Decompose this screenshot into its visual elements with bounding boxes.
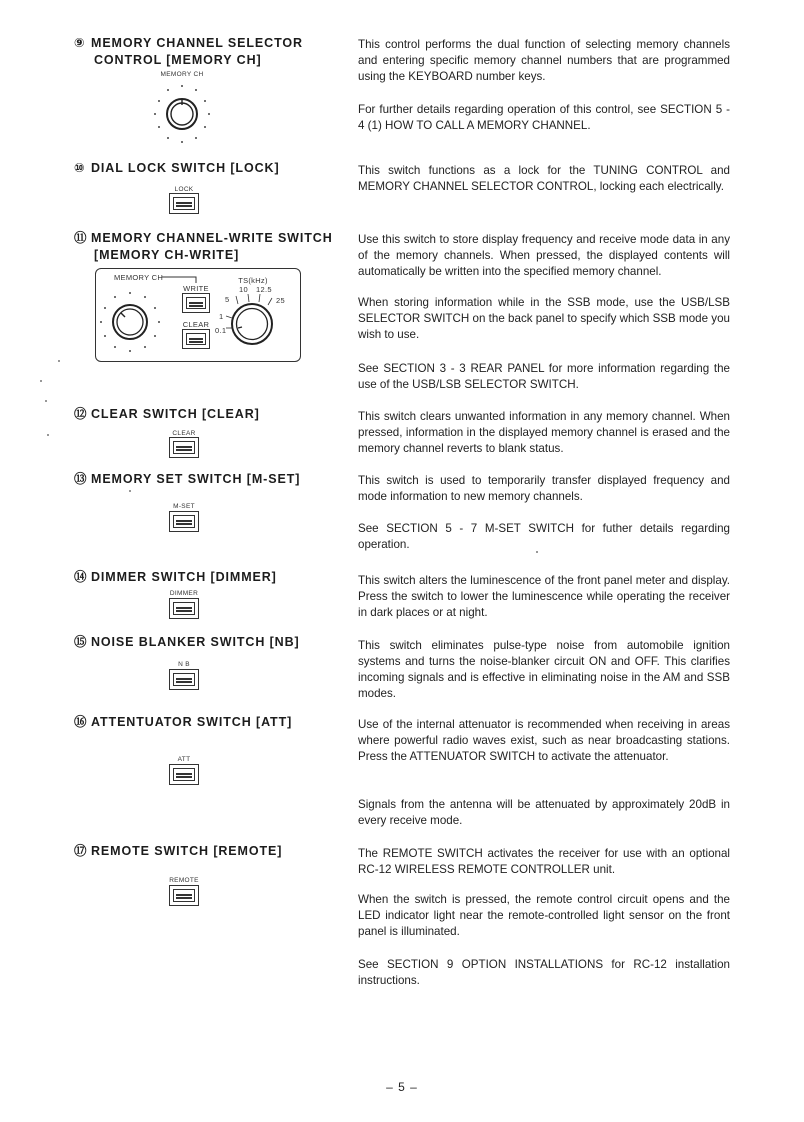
lock-switch-icon xyxy=(169,193,199,214)
attenuator-desc-1: Use of the internal attenuator is recommended when receiving in areas where powerful radio waves exist, such as near broadcasting stations. Press the ATTENUATOR SWITCH to activate the attenuator. xyxy=(358,718,730,763)
panel-ts-10: 10 xyxy=(239,285,248,294)
remote-switch-icon xyxy=(169,885,199,906)
memory-ch-write-desc-2: When storing information while in the SSB mode, use the USB/LSB SELECTOR SWITCH on the back panel to specify which SSB mode you wish to use. xyxy=(358,296,730,341)
speck xyxy=(58,360,60,362)
noise-blanker-desc: This switch eliminates pulse-type noise from automobile ignition systems and turns the noise-blanker circuit ON and OFF. This clarifies incoming signals and is effective in eliminating noise in the AM and SSB modes. xyxy=(358,639,730,700)
speck xyxy=(536,551,538,553)
heading-dimmer: ⑭ DIMMER SWITCH [DIMMER] xyxy=(74,570,277,584)
speck xyxy=(129,490,131,492)
memory-ch-write-desc-3: See SECTION 3 - 3 REAR PANEL for more information regarding the use of the USB/LSB SELECTOR SWITCH. xyxy=(358,362,730,391)
heading-memory-ch-selector: ⑨ MEMORY CHANNEL SELECTOR CONTROL [MEMORY CH] xyxy=(74,36,303,67)
mset-switch-icon xyxy=(169,511,199,532)
memory-ch-label: MEMORY CH xyxy=(160,71,204,78)
heading-dial-lock: ⑩ DIAL LOCK SWITCH [LOCK] xyxy=(74,161,280,175)
dimmer-switch-icon xyxy=(169,598,199,619)
panel-memory-knob xyxy=(98,282,166,360)
panel-ts-0-1: 0.1 xyxy=(215,326,227,335)
heading-noise-blanker: ⑮ NOISE BLANKER SWITCH [NB] xyxy=(74,635,300,649)
panel-write-switch-icon xyxy=(182,293,210,313)
clear-switch-icon xyxy=(169,437,199,458)
nb-switch-icon xyxy=(169,669,199,690)
panel-memory-ch-label: MEMORY CH xyxy=(114,273,164,282)
heading-clear: ⑫ CLEAR SWITCH [CLEAR] xyxy=(74,407,260,421)
mset-desc-1: This switch is used to temporarily transfer displayed frequency and mode information to new memory channels. xyxy=(358,474,730,503)
memory-ch-knob-figure xyxy=(148,80,216,148)
panel-write-label: WRITE xyxy=(183,284,209,293)
mset-label: M-SET xyxy=(173,503,195,510)
panel-ts-5: 5 xyxy=(225,295,230,304)
speck xyxy=(45,400,47,402)
heading-attenuator: ⑯ ATTENTUATOR SWITCH [ATT] xyxy=(74,715,293,729)
clear-desc: This switch clears unwanted information in any memory channel. When pressed, information in the displayed memory channel is erased and the memory channel reverts to blank status. xyxy=(358,410,730,455)
panel-ts-25: 25 xyxy=(276,296,285,305)
heading-memory-ch-write: ⑪ MEMORY CHANNEL-WRITE SWITCH [MEMORY CH-WRITE] xyxy=(74,231,333,262)
nb-label: N B xyxy=(178,661,190,668)
remote-label: REMOTE xyxy=(169,877,199,884)
panel-ts-1: 1 xyxy=(219,312,224,321)
att-label: ATT xyxy=(177,756,191,763)
mset-desc-2: See SECTION 5 - 7 M-SET SWITCH for futher details regarding operation. xyxy=(358,522,730,551)
speck xyxy=(40,380,42,382)
speck xyxy=(47,434,49,436)
heading-remote: ⑰ REMOTE SWITCH [REMOTE] xyxy=(74,844,283,858)
panel-ts-12-5: 12.5 xyxy=(256,285,272,294)
panel-ts-label: TS(kHz) xyxy=(238,276,268,285)
heading-mset: ⑬ MEMORY SET SWITCH [M-SET] xyxy=(74,472,301,486)
att-switch-icon xyxy=(169,764,199,785)
memory-ch-write-desc-1: Use this switch to store display frequency and receive mode data in any of the memory channels. When pressed, the displayed contents will automatically be written into the specified memory channel. xyxy=(358,233,730,278)
clear-label: CLEAR xyxy=(172,430,196,437)
remote-desc-2: When the switch is pressed, the remote control circuit opens and the LED indicator light near the remote-controlled light sensor on the front panel is illuminated. xyxy=(358,893,730,938)
dial-lock-desc: This switch functions as a lock for the TUNING CONTROL and MEMORY CHANNEL SELECTOR CONTROL, locking each electrically. xyxy=(358,164,730,193)
dimmer-desc: This switch alters the luminescence of the front panel meter and display. Press the switch to lower the luminescence while operating the receiver in dark places or at night. xyxy=(358,574,730,619)
page-number: – 5 – xyxy=(386,1080,418,1094)
attenuator-desc-2: Signals from the antenna will be attenuated by approximately 20dB in every receive mode. xyxy=(358,798,730,827)
remote-desc-3: See SECTION 9 OPTION INSTALLATIONS for RC-12 installation instructions. xyxy=(358,958,730,987)
remote-desc-1: The REMOTE SWITCH activates the receiver for use with an optional RC-12 WIRELESS REMOTE CONTROLLER unit. xyxy=(358,847,730,876)
dimmer-label: DIMMER xyxy=(169,590,199,597)
panel-ts-knob xyxy=(222,292,284,354)
memory-ch-desc-2: For further details regarding operation of this control, see SECTION 5 - 4 (1) HOW TO CALL A MEMORY CHANNEL. xyxy=(358,103,730,132)
lock-label: LOCK xyxy=(174,186,194,193)
panel-clear-switch-icon xyxy=(182,329,210,349)
panel-clear-label: CLEAR xyxy=(182,320,210,329)
memory-ch-desc-1: This control performs the dual function of selecting memory channels and entering specific memory channel numbers that are programmed using the KEYBOARD number keys. xyxy=(358,38,730,83)
